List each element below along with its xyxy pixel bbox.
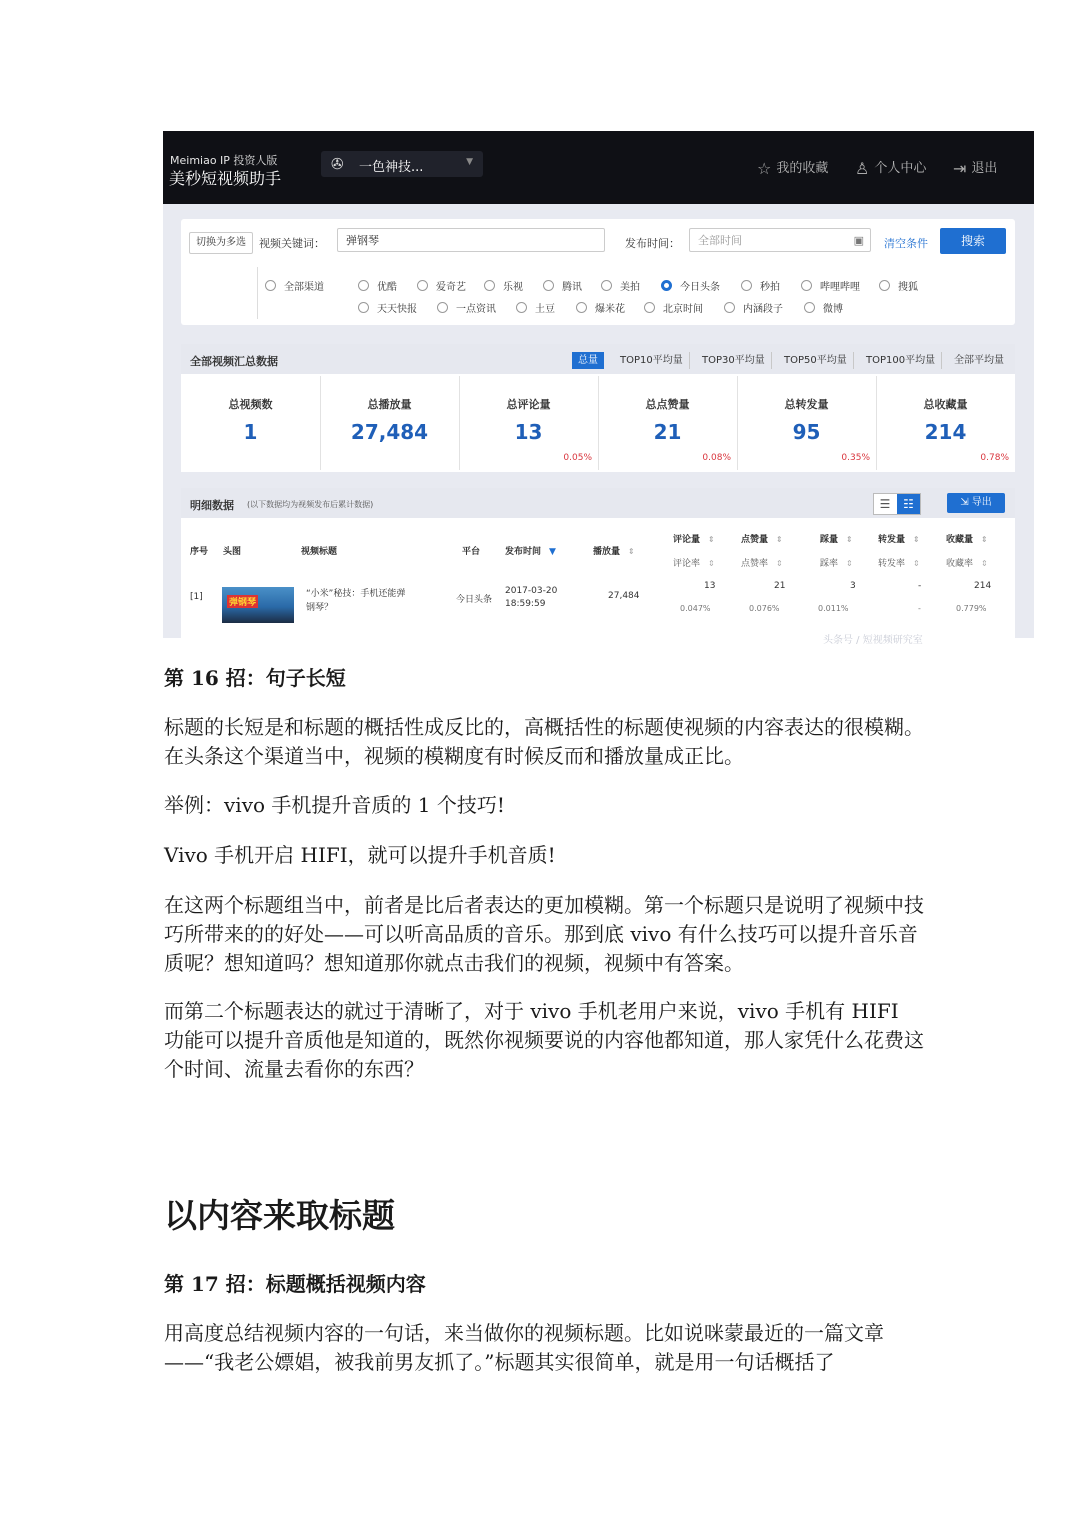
row-dislikes: 3	[850, 581, 856, 591]
channel-radio[interactable]: 搜狐	[879, 278, 918, 293]
col-favorite-rate[interactable]: 收藏率 ⇕	[946, 559, 988, 569]
date-placeholder: 全部时间	[698, 234, 742, 247]
channel-radio[interactable]: 天天快报	[358, 300, 417, 315]
channel-radio[interactable]: 优酷	[358, 278, 397, 293]
metric-card	[320, 376, 460, 470]
col-comment-rate[interactable]: 评论率 ⇕	[673, 559, 715, 569]
logout-icon: ⇥	[953, 159, 967, 178]
section-heading: 以内容来取标题	[164, 1196, 395, 1235]
col-dislikes[interactable]: 踩量 ⇕	[820, 535, 853, 545]
metric-label: 总视频数	[228, 398, 273, 411]
tip-17-heading: 第 17 招：标题概括视频内容	[164, 1272, 426, 1296]
detail-title: 明细数据	[190, 499, 234, 512]
col-likes[interactable]: 点赞量 ⇕	[741, 535, 783, 545]
paragraph: 标题的长短是和标题的概括性成反比的，高概括性的标题使视频的内容表达的很模糊。在头条这个渠道当中，视频的模糊度有时候反而和播放量成正比。	[164, 715, 924, 768]
channel-radio[interactable]: 乐视	[484, 278, 523, 293]
app-screenshot	[163, 131, 1034, 646]
metric-value: 21	[653, 420, 682, 444]
col-shares[interactable]: 转发量 ⇕	[878, 535, 920, 545]
sort-icon: ⇕	[776, 535, 783, 544]
col-title: 视频标题	[301, 547, 338, 557]
sort-icon: ⇕	[708, 535, 715, 544]
sort-icon: ▼	[549, 547, 556, 557]
keyword-label: 视频关键词：	[259, 237, 325, 250]
nav-profile[interactable]	[855, 157, 926, 178]
row-time: 18:59:59	[505, 599, 546, 609]
video-title-link[interactable]: “小米”秘技：手机还能弹	[306, 589, 406, 599]
nav-logout-label: 退出	[971, 161, 998, 176]
multi-select-toggle[interactable]: 切换为多选	[189, 232, 253, 254]
tab-top100[interactable]: TOP100平均量	[860, 352, 942, 369]
export-label: 导出	[971, 497, 992, 508]
channel-radio[interactable]: 一点资讯	[437, 300, 496, 315]
chevron-down-icon: ▼	[466, 157, 473, 167]
channel-radio[interactable]: 美拍	[601, 278, 640, 293]
metric-card	[181, 376, 321, 470]
row-likes: 21	[774, 581, 786, 591]
paragraph: 而第二个标题表达的就过于清晰了，对于 vivo 手机老用户来说，vivo 手机有 HIFI 功能可以提升音质他是知道的，既然你视频要说的内容他都知道，那人家凭什么花费这个时间、流量去看你的东西？	[164, 999, 924, 1081]
filter-panel	[181, 219, 1015, 325]
row-shares: -	[918, 581, 922, 591]
channel-radio[interactable]: 秒拍	[741, 278, 780, 293]
metric-label: 总播放量	[367, 398, 412, 411]
col-dislike-rate[interactable]: 踩率 ⇕	[820, 559, 853, 569]
metric-label: 总收藏量	[923, 398, 968, 411]
account-select[interactable]	[321, 151, 483, 177]
row-plays: 27,484	[608, 591, 640, 601]
sort-icon: ⇕	[913, 535, 920, 544]
example-title-2: Vivo 手机开启 HIFI，就可以提升手机音质!	[164, 843, 556, 867]
paragraph: 在这两个标题组当中，前者是比后者表达的更加模糊。第一个标题只是说明了视频中技巧所带来的的好处——可以听高品质的音乐。那到底 vivo 有什么技巧可以提升音乐音质呢？想知道吗？想知道那你就点击我们的视频，视频中有答案。	[164, 893, 924, 975]
divider	[257, 267, 258, 319]
row-comments: 13	[704, 581, 716, 591]
detail-view-icon[interactable]: ☷	[897, 494, 920, 514]
detail-panel	[181, 488, 1015, 638]
search-button[interactable]: 搜索	[940, 228, 1006, 254]
metric-card	[598, 376, 738, 470]
sort-icon: ⇕	[981, 559, 988, 568]
date-label: 发布时间：	[625, 237, 680, 250]
tab-total[interactable]: 总量	[572, 352, 604, 369]
nav-profile-label: 个人中心	[874, 161, 927, 176]
tab-top30[interactable]: TOP30平均量	[696, 352, 772, 369]
channel-radio[interactable]: 北京时间	[644, 300, 703, 315]
col-cover: 头图	[223, 547, 242, 557]
row-platform: 今日头条	[456, 595, 493, 605]
row-comment-rate: 0.047%	[680, 604, 711, 613]
channel-radio-selected[interactable]: 今日头条	[661, 278, 720, 293]
brand-subtitle: Meimiao IP 投资人版	[170, 154, 278, 167]
nav-favorites[interactable]	[757, 157, 828, 178]
channel-radio[interactable]: 全部渠道	[265, 278, 324, 293]
tab-top10[interactable]: TOP10平均量	[614, 352, 690, 369]
channel-radio[interactable]: 爱奇艺	[417, 278, 466, 293]
channel-radio[interactable]: 内涵段子	[724, 300, 783, 315]
video-title-link-cont[interactable]: 钢琴？	[306, 603, 334, 613]
metric-card	[459, 376, 599, 470]
row-favorites: 214	[974, 581, 992, 591]
col-index: 序号	[190, 547, 209, 557]
col-plays[interactable]: 播放量 ⇕	[593, 547, 635, 557]
row-dislike-rate: 0.011%	[818, 604, 849, 613]
tab-top50[interactable]: TOP50平均量	[778, 352, 854, 369]
metric-rate: 0.05%	[563, 453, 592, 463]
metric-label: 总评论量	[506, 398, 551, 411]
row-like-rate: 0.076%	[749, 604, 780, 613]
sort-icon: ⇕	[846, 535, 853, 544]
top-bar	[163, 131, 1034, 204]
metric-label: 总转发量	[784, 398, 829, 411]
film-reel-icon: ✇	[331, 155, 344, 173]
nav-favorites-label: 我的收藏	[776, 161, 829, 176]
metric-rate: 0.35%	[841, 453, 870, 463]
date-input[interactable]	[689, 228, 871, 252]
metric-rate: 0.08%	[702, 453, 731, 463]
watermark: 头条号 / 短视频研究室	[823, 635, 923, 646]
metric-value: 1	[243, 420, 258, 444]
detail-note: (以下数据均为视频发布后累计数据)	[247, 500, 374, 509]
sort-icon: ⇕	[846, 559, 853, 568]
metric-value: 214	[924, 420, 967, 444]
col-favorites[interactable]: 收藏量 ⇕	[946, 535, 988, 545]
col-share-rate[interactable]: 转发率 ⇕	[878, 559, 920, 569]
user-icon: ♙	[855, 159, 870, 178]
detail-header	[181, 488, 1015, 518]
col-publish-time[interactable]: 发布时间 ▼	[505, 547, 556, 557]
star-icon: ☆	[757, 159, 772, 178]
view-toggle	[873, 493, 921, 515]
summary-panel	[181, 344, 1015, 472]
col-platform: 平台	[462, 547, 481, 557]
export-icon: ⇲	[960, 497, 972, 508]
row-share-rate: -	[918, 604, 921, 613]
video-thumbnail[interactable]	[222, 587, 294, 623]
channel-radio[interactable]: 腾讯	[543, 278, 582, 293]
metric-rate: 0.78%	[980, 453, 1009, 463]
calendar-icon: ▣	[853, 234, 864, 247]
sort-icon: ⇕	[981, 535, 988, 544]
metric-value: 13	[514, 420, 543, 444]
account-name: 一色神技...	[359, 160, 424, 175]
sort-icon: ⇕	[708, 559, 715, 568]
keyword-input[interactable]: 弹钢琴	[337, 228, 605, 252]
metric-value: 27,484	[350, 420, 429, 444]
channel-radio[interactable]: 微博	[804, 300, 843, 315]
list-view-icon[interactable]: ☰	[879, 497, 891, 511]
summary-title: 全部视频汇总数据	[190, 355, 278, 368]
row-favorite-rate: 0.779%	[956, 604, 987, 613]
tab-all-average[interactable]: 全部平均量	[954, 355, 1004, 366]
export-button[interactable]	[947, 493, 1005, 513]
thumbnail-caption: 弹钢琴	[227, 595, 258, 608]
row-index: [1]	[190, 592, 203, 602]
summary-header	[181, 344, 1015, 374]
channel-radio[interactable]: 爆米花	[576, 300, 625, 315]
nav-logout[interactable]	[953, 157, 997, 178]
row-date: 2017-03-20	[505, 586, 558, 596]
clear-conditions-link[interactable]: 清空条件	[884, 237, 928, 250]
metric-value: 95	[792, 420, 821, 444]
sort-icon: ⇕	[628, 547, 635, 556]
example-title-1: 举例：vivo 手机提升音质的 1 个技巧!	[164, 793, 505, 817]
tip-16-heading: 第 16 招：句子长短	[164, 666, 346, 690]
brand-title: 美秒短视频助手	[169, 169, 282, 188]
sort-icon: ⇕	[913, 559, 920, 568]
metric-card	[876, 376, 1015, 470]
metric-label: 总点赞量	[645, 398, 690, 411]
channel-radio[interactable]: 哔哩哔哩	[801, 278, 860, 293]
col-comments[interactable]: 评论量 ⇕	[673, 535, 715, 545]
paragraph: 用高度总结视频内容的一句话，来当做你的视频标题。比如说咪蒙最近的一篇文章——“我老公嫖娼，被我前男友抓了。”标题其实很简单，就是用一句话概括了	[164, 1321, 884, 1374]
metric-card	[737, 376, 877, 470]
channel-radio[interactable]: 土豆	[516, 300, 555, 315]
sort-icon: ⇕	[776, 559, 783, 568]
col-like-rate[interactable]: 点赞率 ⇕	[741, 559, 783, 569]
